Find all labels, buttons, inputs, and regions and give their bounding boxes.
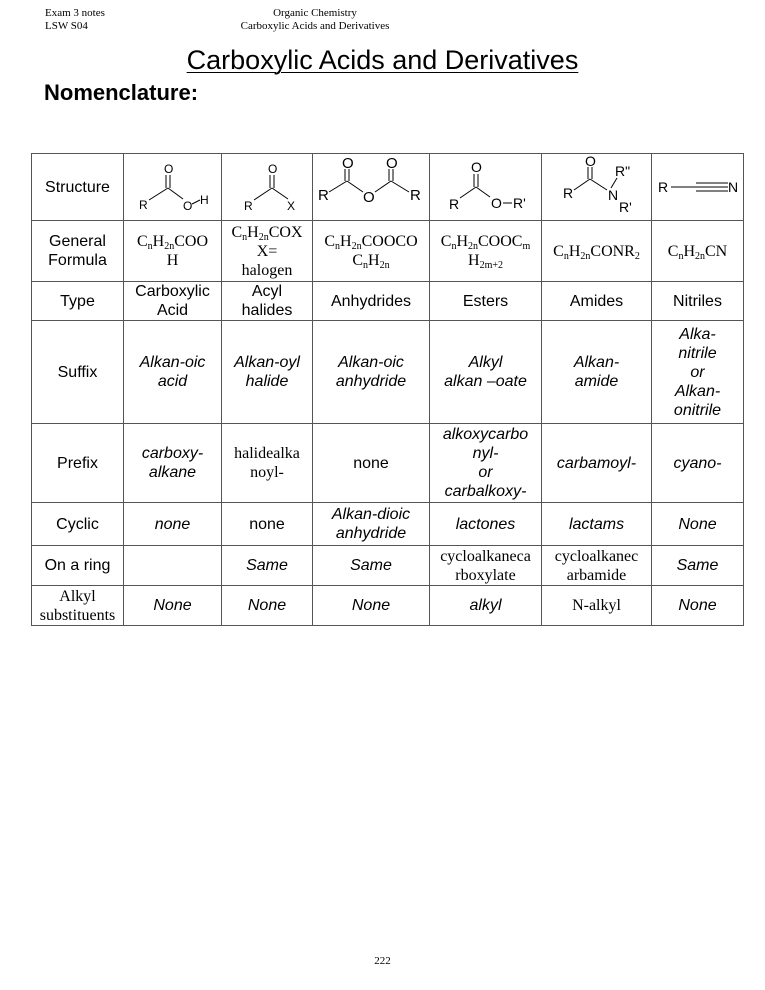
cell-type-acyl-halide: Acyl halides	[222, 282, 313, 321]
svg-text:O: O	[363, 189, 375, 206]
cell-formula-acyl-halide: $C_nH_{2n}COX$ X= halogen	[222, 221, 313, 282]
cell-cyclic-acyl-halide: none	[222, 503, 313, 546]
row-alkyl-substituents	[32, 586, 744, 626]
cell-alkyl-anhydride: None	[313, 586, 430, 626]
anhydride-structure-icon	[315, 158, 427, 216]
svg-text:O: O	[490, 195, 502, 211]
cell-structure-anhydride	[313, 154, 430, 221]
cell-suffix-nitrile: Alka- nitrile or Alkan- onitrile	[652, 321, 744, 424]
cell-type-nitrile: Nitriles	[652, 282, 744, 321]
cell-alkyl-ester: alkyl	[430, 586, 542, 626]
cell-suffix-acyl-halide: Alkan-oyl halide	[222, 321, 313, 424]
row-header-cyclic: Cyclic	[32, 503, 124, 546]
header-center	[190, 7, 440, 33]
carboxylic-acid-structure-icon	[133, 158, 213, 216]
svg-text:R": R"	[614, 163, 630, 179]
cell-prefix-carboxylic-acid: carboxy- alkane	[124, 424, 222, 503]
cell-type-carboxylic-acid: Carboxylic Acid	[124, 282, 222, 321]
cell-alkyl-nitrile: None	[652, 586, 744, 626]
cell-cyclic-amide: lactams	[542, 503, 652, 546]
row-header-general-formula: General Formula	[32, 221, 124, 282]
nomenclature-table	[31, 153, 744, 626]
svg-text:N: N	[727, 179, 738, 195]
ester-structure-icon	[436, 158, 536, 216]
svg-text:R: R	[138, 198, 148, 212]
svg-text:O: O	[584, 156, 596, 169]
row-cyclic	[32, 503, 744, 546]
svg-text:R: R	[562, 185, 573, 201]
row-header-prefix: Prefix	[32, 424, 124, 503]
cell-prefix-ester: alkoxycarbo nyl- or carbalkoxy-	[430, 424, 542, 503]
row-header-structure: Structure	[32, 154, 124, 221]
cell-cyclic-ester: lactones	[430, 503, 542, 546]
svg-text:H: H	[199, 193, 209, 207]
acyl-halide-structure-icon	[232, 158, 302, 216]
nitrile-structure-icon	[656, 172, 740, 202]
svg-text:R: R	[448, 196, 459, 212]
row-header-suffix: Suffix	[32, 321, 124, 424]
cell-suffix-ester: Alkyl alkan –oate	[430, 321, 542, 424]
row-type	[32, 282, 744, 321]
svg-text:R: R	[657, 179, 668, 195]
cell-prefix-nitrile: cyano-	[652, 424, 744, 503]
cell-formula-amide: $C_nH_{2n}CONR_2$	[542, 221, 652, 282]
cell-cyclic-carboxylic-acid: none	[124, 503, 222, 546]
header-course-label: Exam 3 notes	[45, 7, 105, 19]
row-suffix	[32, 321, 744, 424]
svg-text:O: O	[182, 199, 192, 213]
cell-structure-amide	[542, 154, 652, 221]
cell-formula-anhydride: $C_nH_{2n}COOCO$ $C_nH_{2n}$	[313, 221, 430, 282]
header-topic: Carboxylic Acids and Derivatives	[240, 20, 390, 32]
section-heading: Nomenclature:	[44, 80, 199, 105]
cell-formula-nitrile: $C_nH_{2n}CN$	[652, 221, 744, 282]
svg-text:R: R	[318, 187, 329, 204]
cell-on-a-ring-anhydride: Same	[313, 546, 430, 586]
cell-on-a-ring-acyl-halide: Same	[222, 546, 313, 586]
cell-suffix-anhydride: Alkan-oic anhydride	[313, 321, 430, 424]
cell-alkyl-acyl-halide: None	[222, 586, 313, 626]
cell-structure-carboxylic-acid	[124, 154, 222, 221]
cell-structure-nitrile	[652, 154, 744, 221]
cell-type-anhydride: Anhydrides	[313, 282, 430, 321]
cell-formula-carboxylic-acid: $C_nH_{2n}COO$ H	[124, 221, 222, 282]
cell-suffix-carboxylic-acid: Alkan-oic acid	[124, 321, 222, 424]
svg-text:X: X	[287, 199, 296, 213]
cell-structure-ester	[430, 154, 542, 221]
cell-prefix-acyl-halide: halidealka noyl-	[222, 424, 313, 503]
row-header-on-a-ring: On a ring	[32, 546, 124, 586]
cell-on-a-ring-carboxylic-acid	[124, 546, 222, 586]
row-prefix	[32, 424, 744, 503]
svg-text:N: N	[607, 187, 618, 203]
row-general-formula	[32, 221, 744, 282]
svg-text:R': R'	[618, 199, 632, 215]
amide-structure-icon	[552, 156, 642, 218]
cell-type-ester: Esters	[430, 282, 542, 321]
cell-prefix-anhydride: none	[313, 424, 430, 503]
header-left	[45, 7, 105, 33]
cell-suffix-amide: Alkan- amide	[542, 321, 652, 424]
cell-on-a-ring-ester: cycloalkaneca rboxylate	[430, 546, 542, 586]
cell-structure-acyl-halide	[222, 154, 313, 221]
row-structure	[32, 154, 744, 221]
header-subject: Organic Chemistry	[273, 7, 357, 19]
cell-formula-ester: $C_nH_{2n}COOC_m$ $H_{2m+2}$	[430, 221, 542, 282]
svg-text:O: O	[268, 162, 278, 176]
row-header-type: Type	[32, 282, 124, 321]
row-on-a-ring	[32, 546, 744, 586]
svg-text:O: O	[163, 162, 173, 176]
page-number: 222	[374, 955, 391, 967]
row-header-alkyl-substituents: Alkyl substituents	[32, 586, 124, 626]
svg-text:R: R	[244, 199, 253, 213]
cell-alkyl-carboxylic-acid: None	[124, 586, 222, 626]
cell-alkyl-amide: N-alkyl	[542, 586, 652, 626]
page-title: Carboxylic Acids and Derivatives	[186, 45, 579, 75]
cell-cyclic-anhydride: Alkan-dioic anhydride	[313, 503, 430, 546]
cell-on-a-ring-nitrile: Same	[652, 546, 744, 586]
cell-cyclic-nitrile: None	[652, 503, 744, 546]
header-section-label: LSW S04	[45, 20, 88, 32]
svg-text:R': R'	[512, 195, 526, 211]
svg-text:O: O	[342, 158, 354, 172]
cell-prefix-amide: carbamoyl-	[542, 424, 652, 503]
svg-text:O: O	[386, 158, 398, 172]
cell-type-amide: Amides	[542, 282, 652, 321]
cell-on-a-ring-amide: cycloalkanec arbamide	[542, 546, 652, 586]
svg-text:R: R	[410, 187, 421, 204]
svg-text:O: O	[470, 159, 482, 175]
